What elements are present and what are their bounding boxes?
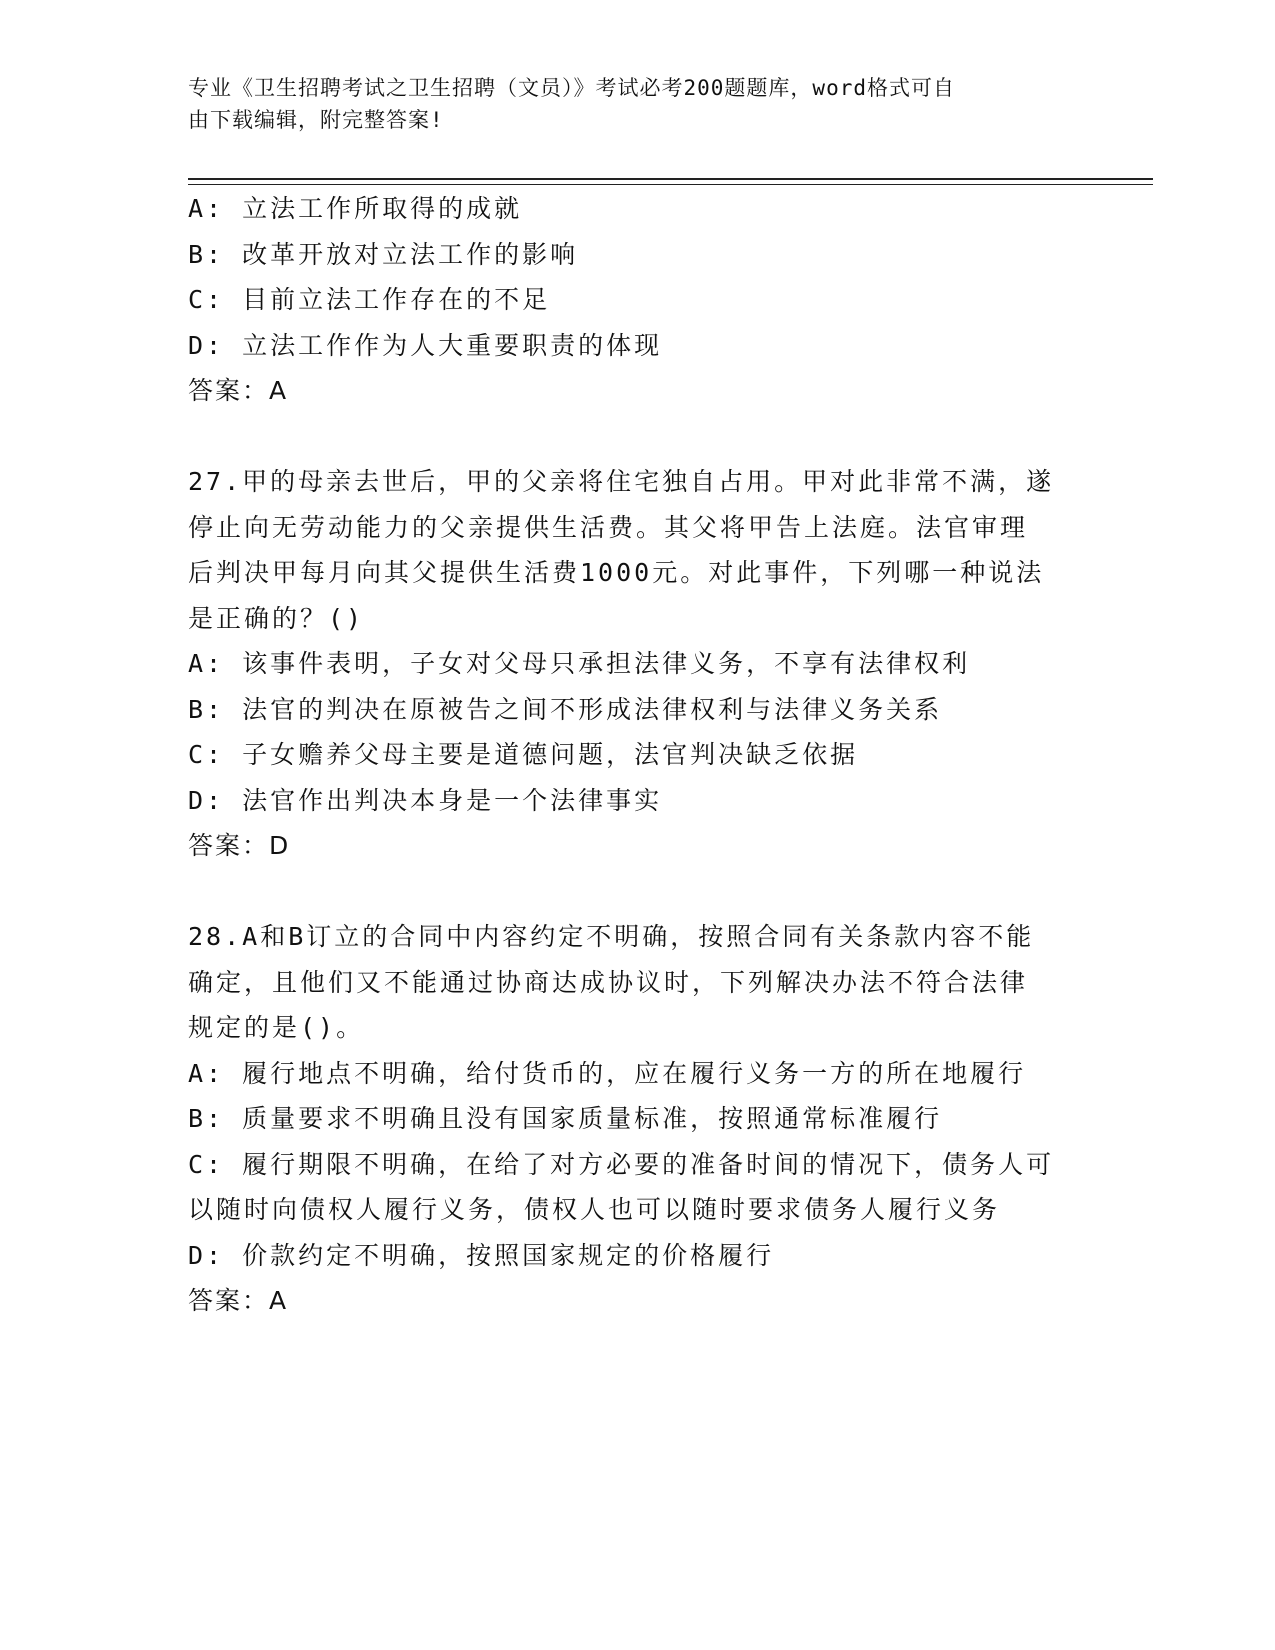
question-27 <box>188 459 1078 869</box>
header-rule-thick <box>188 178 1153 180</box>
option-c: C: 履行期限不明确，在给了对方必要的准备时间的情况下，债务人可 <box>188 1149 1055 1179</box>
question-28 <box>188 914 1078 1324</box>
option-c: C: 子女赡养父母主要是道德问题，法官判决缺乏依据 <box>188 740 859 769</box>
option-d: D: 法官作出判决本身是一个法律事实 <box>188 785 663 815</box>
option-b: B: 质量要求不明确且没有国家质量标准，按照通常标准履行 <box>188 1104 943 1133</box>
answer: 答案：A <box>188 376 289 405</box>
header-line-1: 专业《卫生招聘考试之卫生招聘（文员）》考试必考200题题库，word格式可自 <box>188 76 955 100</box>
question-stem-line: 27.甲的母亲去世后，甲的父亲将住宅独自占用。甲对此非常不满，遂 <box>188 467 1055 496</box>
option-b: B: 改革开放对立法工作的影响 <box>188 239 579 269</box>
option-a: A: 履行地点不明确，给付货币的，应在履行义务一方的所在地履行 <box>188 1058 1027 1088</box>
question-stem-line: 停止向无劳动能力的父亲提供生活费。其父将甲告上法庭。法官审理 <box>188 512 1029 542</box>
option-c-continued: 以随时向债权人履行义务，债权人也可以随时要求债务人履行义务 <box>188 1195 1001 1224</box>
question-stem-line: 28.A和B订立的合同中内容约定不明确，按照合同有关条款内容不能 <box>188 922 1035 951</box>
question-stem-line: 规定的是()。 <box>188 1013 365 1042</box>
question-26 <box>188 186 1078 414</box>
option-a: A: 该事件表明，子女对父母只承担法律义务，不享有法律权利 <box>188 649 971 678</box>
spacer <box>188 414 1078 460</box>
document-header <box>188 72 1068 136</box>
option-a: A: 立法工作所取得的成就 <box>188 194 523 223</box>
option-c: C: 目前立法工作存在的不足 <box>188 285 551 314</box>
question-content <box>188 186 1078 1324</box>
question-stem-line: 确定，且他们又不能通过协商达成协议时，下列解决办法不符合法律 <box>188 967 1029 997</box>
option-d: D: 价款约定不明确，按照国家规定的价格履行 <box>188 1240 775 1270</box>
option-b: B: 法官的判决在原被告之间不形成法律权利与法律义务关系 <box>188 694 943 724</box>
answer: 答案：D <box>188 831 291 860</box>
question-stem-line: 是正确的？() <box>188 603 365 633</box>
header-line-2: 由下载编辑，附完整答案! <box>188 108 444 132</box>
option-d: D: 立法工作作为人大重要职责的体现 <box>188 330 663 360</box>
header-rule-thin <box>188 184 1153 185</box>
question-stem-line: 后判决甲每月向其父提供生活费1000元。对此事件，下列哪一种说法 <box>188 558 1045 587</box>
spacer <box>188 869 1078 915</box>
answer: 答案：A <box>188 1286 289 1315</box>
